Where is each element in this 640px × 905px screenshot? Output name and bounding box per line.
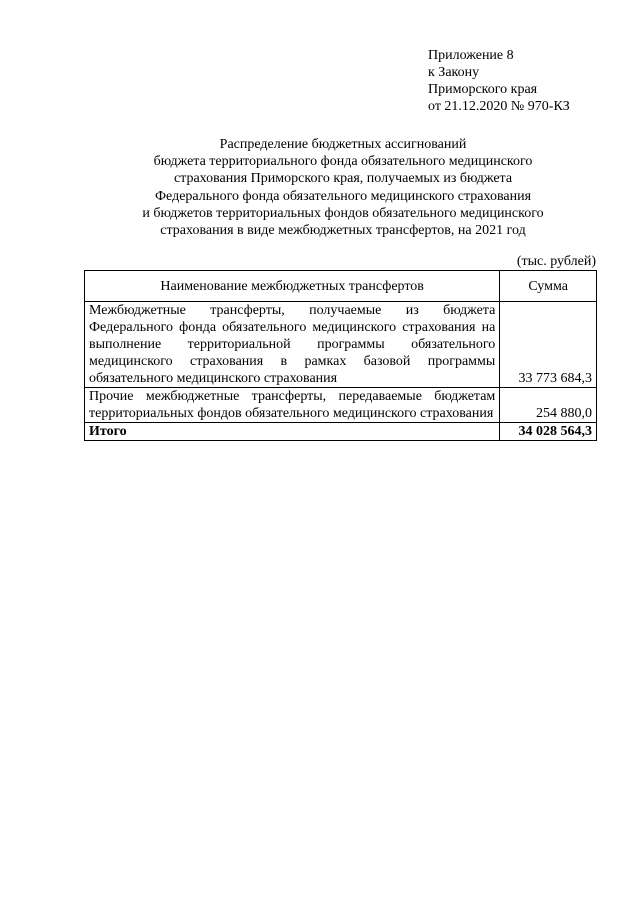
appendix-line: к Закону [428,65,480,80]
table-row [85,388,597,423]
title-line: страхования в виде межбюджетных трансфертов, на 2021 год [160,223,526,239]
table-row [85,302,597,388]
total-row [85,423,597,441]
document-title [90,136,596,239]
column-header-name: Наименование межбюджетных трансфертов [85,271,500,302]
title-line: Федерального фонда обязательного медицинского страхования [154,188,532,204]
column-header-sum: Сумма [500,271,597,302]
transfer-sum-cell: 254 880,0 [500,388,597,423]
transfer-name-cell: Прочие межбюджетные трансферты, передаваемые бюджетам территориальных фондов обязательного медицинского страхования [85,388,500,423]
appendix-line: от 21.12.2020 № 970-КЗ [428,99,570,114]
total-sum-cell: 34 028 564,3 [500,423,597,441]
appendix-block [428,47,570,115]
transfer-name-cell: Межбюджетные трансферты, получаемые из бюджета Федерального фонда обязательного медицинского страхования на выполнение территориальной программы обязательного медицинского страхования в рамках базовой программы обязательного медицинского страхования [85,302,500,388]
total-label-cell: Итого [85,423,500,441]
title-line: Распределение бюджетных ассигнований [219,137,467,152]
transfer-sum-cell: 33 773 684,3 [500,302,597,388]
units-label: (тыс. рублей) [516,254,596,269]
title-line: страхования Приморского края, получаемых из бюджета [173,171,513,187]
table-header-row [85,271,597,302]
appendix-line: Приморского края [428,82,538,97]
appendix-line: Приложение 8 [428,48,514,63]
title-line: и бюджетов территориальных фондов обязательного медицинского [142,205,544,221]
transfers-table [84,270,597,441]
title-line: бюджета территориального фонда обязательного медицинского [153,154,533,170]
